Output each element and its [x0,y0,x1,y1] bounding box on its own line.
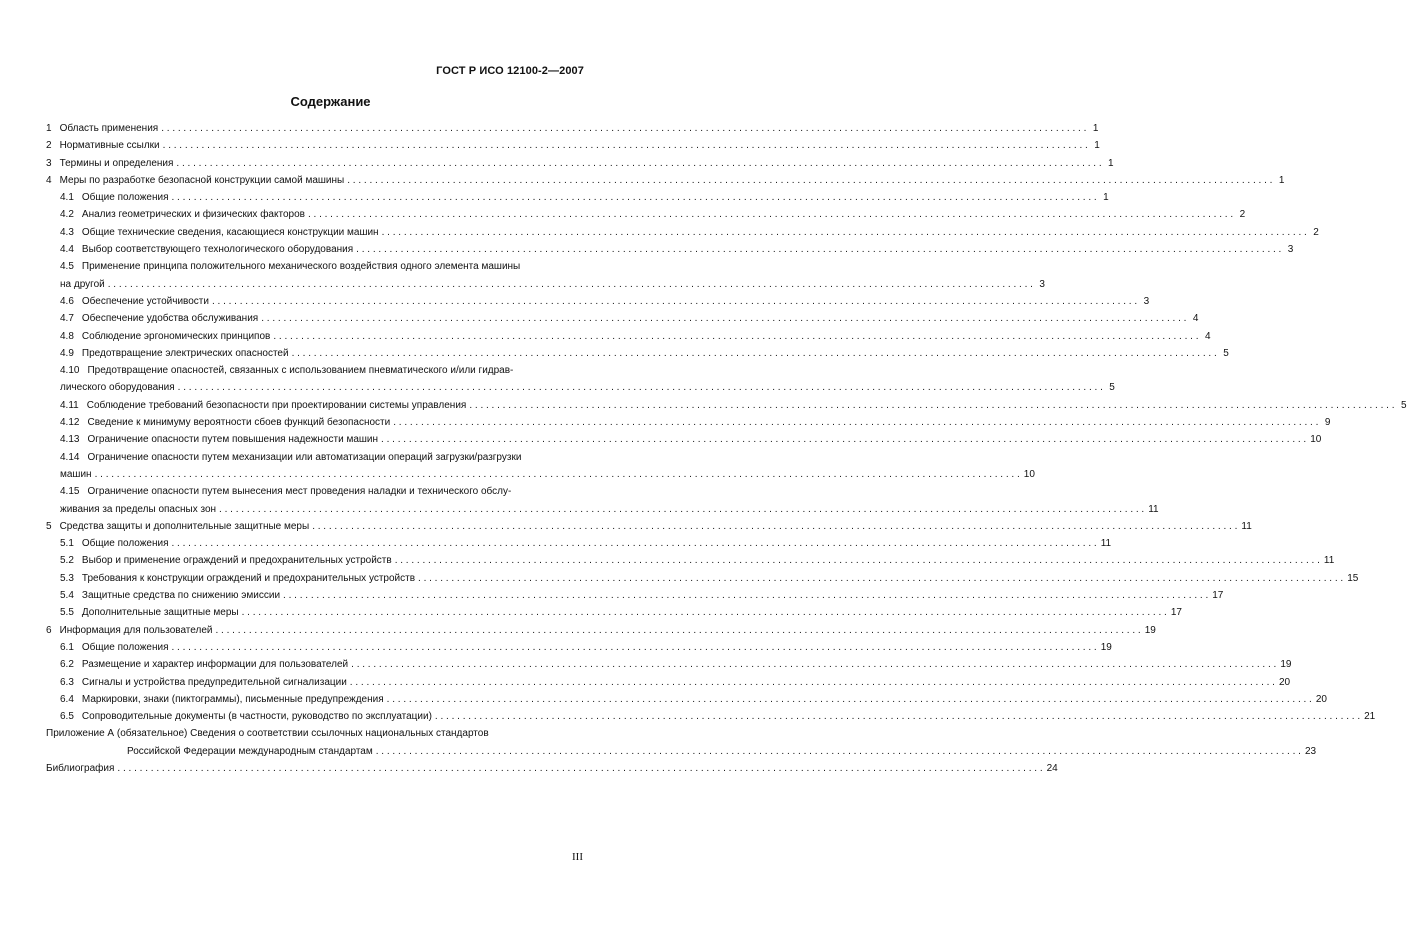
toc-entry[interactable] [60,328,1211,345]
toc-entry-number: 1 [46,123,52,134]
dot-leader [393,414,1318,431]
dot-leader [395,552,1320,569]
toc-entry-number: 4 [46,174,52,186]
toc-entry-number: 4.12 [60,417,80,429]
toc-entry[interactable] [60,362,1115,397]
toc-entry-title: лического оборудования [60,382,175,394]
dot-leader [161,120,1086,137]
dot-leader [108,276,1033,293]
toc-entry-page: 17 [1170,607,1182,619]
toc-entry-page: 19 [1144,624,1156,636]
dot-leader [418,570,1343,587]
table-of-contents [46,120,1407,777]
toc-entry[interactable] [60,449,1035,484]
toc-entry-title: машин [60,468,92,480]
toc-entry-number: 4.11 [60,399,79,411]
toc-entry-title: на другой [60,278,105,290]
toc-entry-title: Размещение и характер информации для пользователей [81,659,349,671]
dot-leader [292,345,1217,362]
toc-entry-number: 4.9 [60,347,74,359]
dot-leader [117,760,1042,777]
toc-entry-number: 4.13 [60,434,80,446]
toc-entry[interactable] [60,604,1182,621]
toc-entry-title: Сопроводительные документы (в частности, руководство по эксплуатации) [81,711,432,723]
toc-entry-title: Обеспечение устойчивости [81,295,209,307]
toc-entry-title: Маркировки, знаки (пиктограммы), письменные предупреждения [81,693,384,705]
toc-entry[interactable] [46,120,1099,137]
toc-entry-title: Нормативные ссылки [59,140,160,152]
toc-entry-page: 1 [1278,174,1285,186]
toc-entry[interactable] [46,518,1252,535]
dot-leader [212,293,1137,310]
dot-leader [312,518,1237,535]
toc-entry[interactable] [60,310,1199,327]
toc-entry[interactable] [60,224,1319,241]
toc-entry-title: Сигналы и устройства предупредительной сигнализации [81,676,347,688]
dot-leader [176,155,1101,172]
toc-entry-page: 5 [1223,347,1229,359]
toc-entry[interactable] [60,189,1109,206]
toc-entry-page: 1 [1094,140,1100,152]
dot-leader [261,310,1186,327]
toc-entry-title: Выбор и применение ограждений и предохранительных устройств [81,555,392,567]
toc-entry-page: 19 [1280,659,1292,671]
toc-entry-number: 6.5 [60,711,74,723]
toc-entry-number: 4.10 [60,365,80,377]
toc-entry-page: 4 [1192,313,1199,325]
dot-leader [95,466,1020,483]
toc-entry-title: Предотвращение электрических опасностей [81,347,289,359]
toc-entry[interactable] [60,431,1322,448]
toc-entry[interactable] [60,241,1294,258]
toc-entry-title: Требования к конструкции ограждений и предохранительных устройств [81,572,416,584]
toc-entry-number: 5 [46,520,52,532]
toc-entry-number: 4.7 [60,313,74,325]
toc-entry-page: 10 [1310,434,1322,446]
toc-entry-title: Общие положения [81,192,169,204]
toc-entry-number: 4.3 [60,226,74,238]
toc-entry[interactable] [60,587,1224,604]
toc-entry-page: 1 [1103,192,1109,204]
toc-entry-number: 5.3 [60,572,74,584]
dot-leader [273,328,1198,345]
toc-entry-title: Общие положения [81,538,169,550]
toc-entry[interactable] [46,172,1285,189]
toc-entry-bibliography[interactable] [46,760,1058,777]
dot-leader [308,206,1233,223]
toc-entry-number: 2 [46,140,52,152]
toc-entry-title: Соблюдение эргономических принципов [81,330,271,342]
dot-leader [350,674,1275,691]
dot-leader [435,708,1360,725]
toc-entry[interactable] [60,570,1359,587]
toc-entry-number: 6 [46,624,52,636]
toc-entry-page: 10 [1023,468,1035,480]
toc-entry-page: 3 [1039,278,1045,290]
toc-entry-title: Общие технические сведения, касающиеся конструкции машин [81,226,379,238]
toc-entry-page: 1 [1092,123,1099,134]
toc-entry-page: 2 [1239,209,1246,221]
toc-entry-title: Средства защиты и дополнительные защитные меры [59,520,310,532]
toc-entry-title: Ограничение опасности путем повышения надежности машин [87,434,379,446]
toc-entry[interactable] [60,708,1376,725]
toc-entry-title-line1: Ограничение опасности путем механизации или автоматизации операций загрузки/разгрузки [87,451,522,463]
toc-entry-number: 4.4 [60,244,74,256]
toc-entry[interactable] [60,293,1150,310]
dot-leader [347,172,1272,189]
toc-entry[interactable] [60,535,1112,552]
dot-leader [242,604,1167,621]
toc-entry-title: Дополнительные защитные меры [81,607,239,619]
annex-title-line1: Приложение А (обязательное) Сведения о соответствии ссылочных национальных стандартов [46,728,489,740]
toc-entry[interactable] [60,414,1331,431]
toc-entry-title: Информация для пользователей [59,624,213,636]
standard-number: ГОСТ Р ИСО 12100-2—2007 [436,65,584,77]
toc-entry-number: 4.2 [60,209,74,221]
toc-entry-title-line1: Применение принципа положительного механического воздействия одного элемента машины [81,261,521,273]
toc-entry-title: Сведение к минимуму вероятности сбоев функций безопасности [87,417,391,429]
toc-entry-number: 4.14 [60,451,80,463]
toc-entry[interactable] [60,483,1159,518]
toc-entry-number: 3 [46,157,52,169]
toc-entry[interactable] [60,345,1229,362]
dot-leader [178,379,1103,396]
page-number: III [572,851,583,863]
bibliography-page: 24 [1046,762,1058,774]
toc-entry-title: живания за пределы опасных зон [60,503,217,515]
toc-entry-page: 11 [1241,520,1252,532]
toc-entry-page: 3 [1287,244,1294,256]
dot-leader [381,431,1306,448]
toc-entry-page: 2 [1313,226,1319,238]
toc-entry[interactable] [60,397,1407,414]
bibliography-title: Библиография [46,762,115,774]
toc-entry-title: Соблюдение требований безопасности при проектировании системы управления [86,399,467,411]
toc-entry-title-line1: Предотвращение опасностей, связанных с использованием пневматического и/или гидрав- [87,365,514,377]
toc-entry-page: 5 [1109,382,1115,394]
dot-leader [163,137,1088,154]
toc-entry-title: Термины и определения [59,157,174,169]
toc-entry-title: Защитные средства по снижению эмиссии [81,590,281,602]
toc-entry-title: Обеспечение удобства обслуживания [81,313,259,325]
toc-entry-title: Общие положения [81,641,169,653]
toc-entry-page: 1 [1108,157,1114,169]
toc-entry-number: 4.5 [60,261,74,273]
dot-leader [172,639,1097,656]
toc-entry-number: 4.6 [60,295,74,307]
toc-entry-number: 6.1 [60,641,74,653]
dot-leader [387,691,1312,708]
toc-entry-number: 6.4 [60,693,74,705]
dot-leader [382,224,1307,241]
toc-entry[interactable] [46,622,1156,639]
toc-entry[interactable] [60,691,1327,708]
dot-leader [216,622,1141,639]
dot-leader [356,241,1281,258]
toc-entry-page: 3 [1143,295,1150,307]
toc-entry[interactable] [46,137,1100,154]
toc-entry-page: 20 [1278,676,1291,688]
dot-leader [172,535,1097,552]
toc-entry-number: 5.1 [60,538,74,550]
toc-entry-number: 5.4 [60,590,74,602]
toc-entry[interactable] [60,674,1291,691]
toc-entry-page: 11 [1323,555,1335,567]
toc-entry-number: 4.1 [60,192,74,204]
annex-page: 23 [1304,745,1317,757]
dot-leader [351,656,1276,673]
toc-entry-page: 4 [1204,330,1211,342]
toc-entry-title: Область применения [59,123,159,134]
dot-leader [283,587,1208,604]
toc-entry-number: 5.2 [60,555,74,567]
toc-entry-page: 17 [1212,590,1224,602]
dot-leader [469,397,1394,414]
dot-leader [219,501,1144,518]
toc-entry-title-line1: Ограничение опасности путем вынесения мест проведения наладки и технического обслу- [87,486,512,498]
toc-entry[interactable] [60,206,1246,223]
toc-entry-page: 21 [1364,711,1376,723]
page-title: Содержание [290,94,371,109]
toc-entry-page: 9 [1324,417,1331,429]
toc-entry-page: 15 [1347,572,1359,584]
toc-entry-annex[interactable] [46,725,1317,760]
toc-entry[interactable] [60,258,1045,293]
toc-entry-page: 11 [1100,538,1112,550]
toc-entry-title: Меры по разработке безопасной конструкции самой машины [59,174,345,186]
toc-entry-title: Выбор соответствующего технологического оборудования [81,244,354,256]
toc-entry[interactable] [60,552,1335,569]
toc-entry-page: 11 [1148,503,1159,515]
toc-entry-number: 6.3 [60,676,74,688]
toc-entry[interactable] [60,639,1112,656]
toc-entry-title: Анализ геометрических и физических факторов [81,209,305,221]
toc-entry-number: 6.2 [60,659,74,671]
toc-entry-number: 4.8 [60,330,74,342]
dot-leader [172,189,1097,206]
toc-entry-page: 5 [1400,399,1407,411]
toc-entry-number: 4.15 [60,486,80,498]
toc-entry-number: 5.5 [60,607,74,619]
annex-title-line2: Российской Федерации международным стандартам [127,745,373,757]
dot-leader [376,743,1301,760]
toc-entry-page: 19 [1100,641,1112,653]
toc-entry[interactable] [60,656,1292,673]
toc-entry[interactable] [46,155,1114,172]
toc-entry-page: 20 [1315,693,1327,705]
